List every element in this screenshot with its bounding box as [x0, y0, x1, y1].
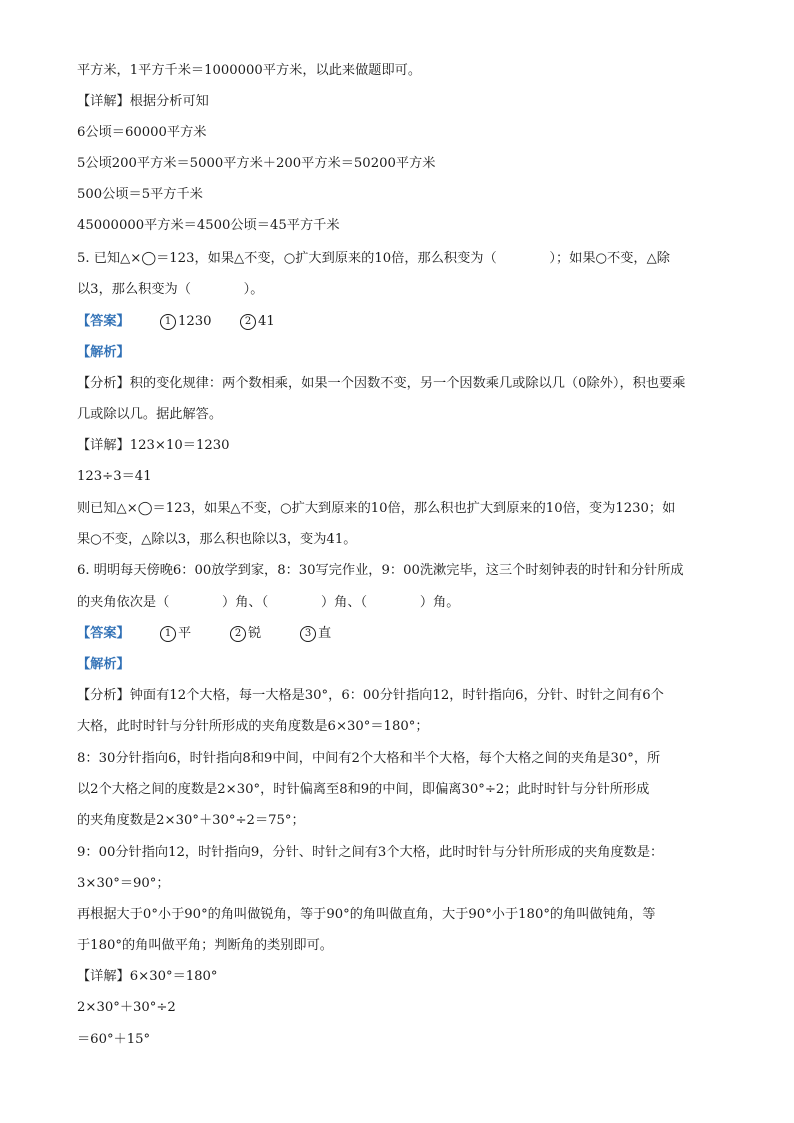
text-line: 则已知△×◯＝123，如果△不变，○扩大到原来的10倍，那么积也扩大到原来的10倍，变为1230；如 [77, 501, 676, 516]
text-line: 3×30°＝90°； [77, 876, 170, 891]
answer-item [300, 624, 331, 644]
text-line: 以2个大格之间的度数是2×30°，时针偏离至8和9的中间，即偏离30°÷2；此时时针与分针所形成 [77, 782, 650, 797]
answer-tag: 【答案】 [77, 626, 130, 641]
text-line: 于180°的角叫做平角；判断角的类别即可。 [77, 938, 333, 953]
circled-number: 1 [160, 626, 176, 642]
circled-number: 2 [240, 314, 256, 330]
question-5-line: 以3，那么积变为（ ）。 [77, 282, 264, 297]
text-line: 500公顷＝5平方千米 [77, 187, 203, 202]
question-6-line: 的夹角依次是（ ）角、（ ）角、（ ）角。 [77, 595, 460, 610]
answer-text: 41 [258, 314, 275, 329]
analysis-tag: 【解析】 [77, 345, 130, 360]
answer-tag: 【答案】 [77, 314, 130, 329]
text-line: ＝60°＋15° [77, 1032, 151, 1047]
text-line: 几或除以几。据此解答。 [77, 407, 223, 422]
text-line: 9：00分针指向12，时针指向9，分针、时针之间有3个大格，此时时针与分针所形成的夹角度数是： [77, 845, 664, 860]
analysis-header [77, 655, 130, 675]
text-line: 平方米，1平方千米＝1000000平方米，以此来做题即可。 [77, 63, 422, 78]
text-line: 2×30°＋30°÷2 [77, 1000, 176, 1015]
answer-item [160, 624, 191, 644]
answer-row-q6 [77, 624, 332, 644]
answer-item [230, 624, 261, 644]
answer-text: 直 [318, 626, 332, 641]
text-line: 【详解】6×30°＝180° [77, 969, 218, 984]
answer-item [160, 312, 212, 332]
text-line: 果○不变，△除以3，那么积也除以3，变为41。 [77, 532, 357, 547]
text-line: 大格，此时时针与分针所形成的夹角度数是6×30°＝180°； [77, 719, 429, 734]
question-5-line: 5. 已知△×◯＝123，如果△不变，○扩大到原来的10倍，那么积变为（ ）；如果○不变，△除 [77, 251, 670, 266]
text-line: 6公顷＝60000平方米 [77, 125, 207, 140]
answer-text: 1230 [178, 314, 212, 329]
circled-number: 3 [300, 626, 316, 642]
text-line: 8：30分针指向6，时针指向8和9中间，中间有2个大格和半个大格，每个大格之间的夹角是30°，所 [77, 751, 661, 766]
text-line: 再根据大于0°小于90°的角叫做锐角，等于90°的角叫做直角，大于90°小于180°的角叫做钝角，等 [77, 907, 656, 922]
question-6-line: 6. 明明每天傍晚6：00放学到家，8：30写完作业，9：00洗漱完毕，这三个时刻钟表的时针和分针所成 [77, 563, 684, 578]
circled-number: 1 [160, 314, 176, 330]
circled-number: 2 [230, 626, 246, 642]
text-line: 【详解】根据分析可知 [77, 94, 209, 109]
answer-item [240, 312, 275, 332]
answer-row-q5 [77, 312, 275, 332]
analysis-tag: 【解析】 [77, 657, 130, 672]
text-line: 45000000平方米＝4500公顷＝45平方千米 [77, 218, 340, 233]
text-line: 的夹角度数是2×30°＋30°÷2＝75°； [77, 813, 305, 828]
text-line: 【详解】123×10＝1230 [77, 438, 230, 453]
analysis-header [77, 343, 130, 363]
text-line: 【分析】钟面有12个大格，每一大格是30°，6：00分针指向12，时针指向6，分针、时针之间有6个 [77, 688, 664, 703]
text-line: 123÷3＝41 [77, 469, 152, 484]
text-line: 【分析】积的变化规律：两个数相乘，如果一个因数不变，另一个因数乘几或除以几（0除外），积也要乘 [77, 376, 686, 391]
text-line: 5公顷200平方米＝5000平方米＋200平方米＝50200平方米 [77, 156, 436, 171]
answer-text: 平 [178, 626, 192, 641]
answer-text: 锐 [248, 626, 262, 641]
